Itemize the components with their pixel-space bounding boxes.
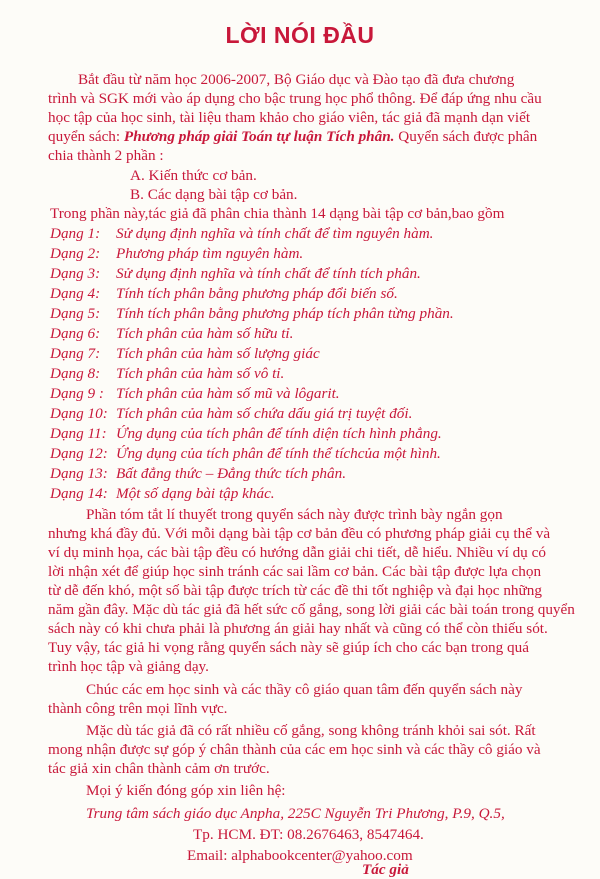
dang-text: Bất đẳng thức – Đẳng thức tích phân. bbox=[116, 465, 347, 482]
dang-text: Tính tích phân bằng phương pháp tích phân từng phần. bbox=[116, 305, 454, 322]
dang-item bbox=[50, 425, 442, 443]
para3-line: Chúc các em học sinh và các thầy cô giáo quan tâm đến quyển sách này bbox=[86, 681, 523, 698]
intro-line-4-prefix: quyển sách: bbox=[48, 128, 124, 145]
intro-line-5: chia thành 2 phần : bbox=[48, 147, 164, 164]
dang-text: Tích phân của hàm số lượng giác bbox=[116, 345, 320, 362]
dang-item bbox=[50, 285, 398, 303]
dang-text: Sử dụng định nghĩa và tính chất để tìm nguyên hàm. bbox=[116, 225, 434, 242]
para4-line: Mặc dù tác giả đã có rất nhiều cố gắng, song không tránh khỏi sai sót. Rất bbox=[86, 722, 536, 739]
para4-line: tác giả xin chân thành cảm ơn trước. bbox=[48, 760, 270, 777]
para2-line: trình học tập và giảng dạy. bbox=[48, 658, 209, 675]
dang-text: Ứng dụng của tích phân để tính thể tíchcủa một hình. bbox=[116, 445, 441, 462]
dang-item bbox=[50, 345, 320, 363]
para2-line: Phần tóm tắt lí thuyết trong quyển sách này được trình bày ngắn gọn bbox=[86, 506, 503, 523]
dang-item bbox=[50, 445, 441, 463]
signature: Tác giả bbox=[362, 861, 409, 878]
dang-text: Phương pháp tìm nguyên hàm. bbox=[116, 245, 304, 262]
intro-line-1: Bắt đầu từ năm học 2006-2007, Bộ Giáo dục và Đào tạo đã đưa chương bbox=[78, 71, 515, 88]
book-title: Phương pháp giải Toán tự luận Tích phân. bbox=[123, 128, 395, 145]
dang-label: Dạng 8: bbox=[50, 365, 101, 382]
dang-item bbox=[50, 225, 433, 243]
para3-line: thành công trên mọi lĩnh vực. bbox=[48, 700, 228, 717]
dang-label: Dạng 12: bbox=[50, 445, 108, 462]
dang-label: Dạng 9 : bbox=[50, 385, 104, 402]
dang-text: Tích phân của hàm số hữu tỉ. bbox=[116, 325, 294, 342]
dang-label: Dạng 6: bbox=[50, 325, 101, 342]
contact-phone: Tp. HCM. ĐT: 08.2676463, 8547464. bbox=[193, 826, 424, 843]
para2-line: từ dễ đến khó, một số bài tập được trích từ các đề thi tốt nghiệp và đại học những bbox=[48, 582, 542, 599]
dang-item bbox=[50, 305, 454, 323]
intro-line-2: trình và SGK mới vào áp dụng cho bậc trung học phổ thông. Để đáp ứng nhu cầu bbox=[48, 90, 542, 107]
dang-item bbox=[50, 245, 303, 263]
dang-item bbox=[50, 365, 284, 383]
part-a: A. Kiến thức cơ bản. bbox=[130, 167, 257, 184]
dang-label: Dạng 10: bbox=[50, 405, 108, 422]
dang-item bbox=[50, 265, 421, 283]
part-b: B. Các dạng bài tập cơ bản. bbox=[130, 186, 298, 203]
dang-intro: Trong phần này,tác giả đã phân chia thành 14 dạng bài tập cơ bản,bao gồm bbox=[50, 205, 505, 222]
para2-line: Tuy vậy, tác giả hi vọng rằng quyển sách này sẽ giúp ích cho các bạn trong quá bbox=[48, 639, 529, 656]
dang-text: Tích phân của hàm số chứa dấu giá trị tuyệt đối. bbox=[116, 405, 413, 422]
intro-line-3: học tập của học sinh, tài liệu tham khảo cho giáo viên, tác giả đã mạnh dạn viết bbox=[48, 109, 531, 126]
dang-text: Sử dụng định nghĩa và tính chất để tính tích phân. bbox=[116, 265, 421, 282]
dang-label: Dạng 2: bbox=[50, 245, 101, 262]
dang-item bbox=[50, 405, 412, 423]
dang-label: Dạng 13: bbox=[50, 465, 108, 482]
dang-text: Tích phân của hàm số vô tỉ. bbox=[116, 365, 285, 382]
dang-item bbox=[50, 485, 275, 503]
contact-address: Trung tâm sách giáo dục Anpha, 225C Nguyễn Tri Phương, P.9, Q.5, bbox=[86, 805, 505, 822]
para4-line: mong nhận được sự góp ý chân thành của các em học sinh và các thầy cô giáo và bbox=[48, 741, 541, 758]
dang-item bbox=[50, 385, 340, 403]
para2-line: lời nhận xét để giúp học sinh tránh các sai lầm cơ bản. Các bài tập được lựa chọn bbox=[48, 563, 542, 580]
dang-label: Dạng 4: bbox=[50, 285, 101, 302]
intro-line-4-suffix: Quyển sách được phân bbox=[394, 128, 538, 145]
para2-line: nhưng khá đầy đủ. Với mỗi dạng bài tập cơ bản đều có phương pháp giải cụ thể và bbox=[48, 525, 551, 542]
dang-text: Ứng dụng của tích phân để tính diện tích hình phẳng. bbox=[116, 425, 442, 442]
para2-line: sách này có khi chưa phải là phương án giải hay nhất và cũng có thể còn thiếu sót. bbox=[48, 620, 548, 637]
contact-intro: Mọi ý kiến đóng góp xin liên hệ: bbox=[86, 782, 286, 799]
dang-item bbox=[50, 465, 346, 483]
dang-label: Dạng 3: bbox=[50, 265, 101, 282]
dang-text: Tích phân của hàm số mũ và lôgarit. bbox=[116, 385, 340, 402]
para2-line: ví dụ minh họa, các bài tập đều có hướng dẫn giải chi tiết, dễ hiểu. Nhiều ví dụ có bbox=[48, 544, 546, 561]
dang-text: Tính tích phân bằng phương pháp đổi biến số. bbox=[116, 285, 398, 302]
page-title: LỜI NÓI ĐẦU bbox=[225, 22, 375, 48]
dang-text: Một số dạng bài tập khác. bbox=[116, 485, 275, 502]
dang-label: Dạng 1: bbox=[50, 225, 101, 242]
para2-line: năm gần đây. Mặc dù tác giả đã hết sức cố gắng, song lời giải các bài toán trong quyển bbox=[48, 601, 575, 618]
contact-email: Email: alphabookcenter@yahoo.com bbox=[187, 847, 413, 864]
dang-label: Dạng 5: bbox=[50, 305, 101, 322]
dang-label: Dạng 11: bbox=[50, 425, 107, 442]
intro-line-4 bbox=[48, 128, 537, 146]
dang-label: Dạng 7: bbox=[50, 345, 101, 362]
dang-label: Dạng 14: bbox=[50, 485, 108, 502]
dang-item bbox=[50, 325, 293, 343]
